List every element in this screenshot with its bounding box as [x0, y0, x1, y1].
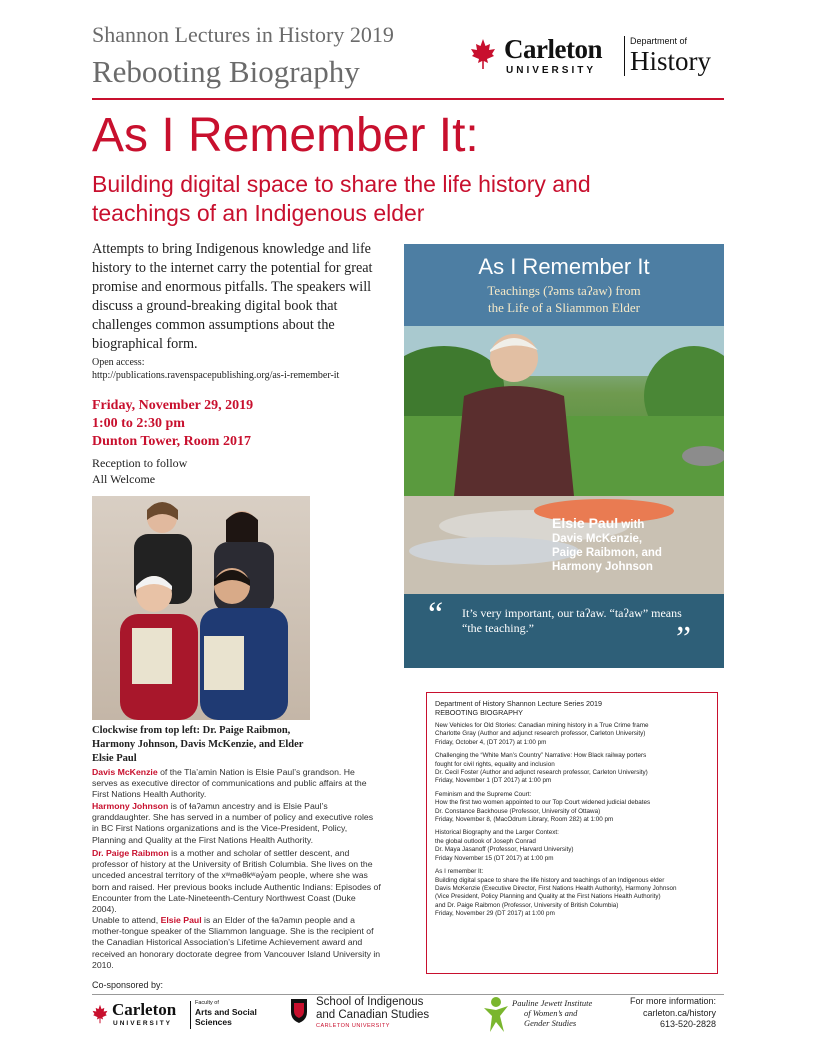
- lecture-title-cont: How the first two women appointed to our Top Court widened judicial debates: [435, 799, 651, 807]
- bio-harmony: [92, 801, 382, 846]
- intro-paragraph: Attempts to bring Indigenous knowledge and life history to the internet carry the potential for great promise and enormous pitfalls. The speakers will discuss a ground-breaking digital book that challenges common assumptions about the biographical form.: [92, 241, 373, 352]
- cover-coauthors-2: Paige Raibmon, and: [552, 547, 662, 559]
- logo-dept-name: History: [630, 46, 711, 76]
- logo-dept-label: Department of: [630, 36, 688, 46]
- series-theme: Rebooting Biography: [92, 54, 360, 89]
- welcome-text: All Welcome: [92, 472, 156, 486]
- bio-name: Dr. Paige Raibmon: [92, 848, 169, 858]
- maple-leaf-icon: [470, 38, 496, 70]
- footer-rule: [92, 994, 724, 995]
- lecture-speaker-cont: (Vice President, Policy Planning and Quality at the First Nations Health Authority): [435, 893, 661, 901]
- lecture-speaker: Dr. Cecil Foster (Author and adjunct research professor, Carleton University): [435, 769, 648, 777]
- pauline-line1: Pauline Jewett Institute: [512, 998, 593, 1008]
- bio-name: Harmony Johnson: [92, 801, 169, 811]
- lecture-item: [435, 752, 709, 786]
- lecture-title: Challenging the “White Man’s Country” Narrative: How Black railway porters: [435, 752, 647, 760]
- carleton-history-logo: [470, 34, 730, 82]
- shield-icon: [290, 998, 308, 1024]
- photo-caption: Clockwise from top left: Dr. Paige Raibmon, Harmony Johnson, Davis McKenzie, and Elder Elsie Paul: [92, 725, 304, 764]
- lecture-item: [435, 868, 709, 918]
- lecture-speaker-cont: and Dr. Paige Raibmon (Professor, University of British Columbia): [435, 901, 619, 909]
- open-access: [92, 356, 402, 382]
- lecture-title-cont: Building digital space to share the life history and teachings of an Indigenous elder: [435, 876, 665, 884]
- lecture-title: As I remember It:: [435, 868, 484, 876]
- lecture-date: Friday, November 1 (DT 2017) at 1:00 pm: [435, 777, 552, 785]
- sics-line1: School of Indigenous: [316, 996, 424, 1008]
- lecture-item: [435, 829, 709, 863]
- logo-university-text: UNIVERSITY: [506, 65, 597, 76]
- cover-coauthors-1: Davis McKenzie,: [552, 533, 643, 545]
- open-quote-icon: “: [428, 596, 444, 633]
- cover-subtitle: [404, 282, 724, 316]
- info-website[interactable]: carleton.ca/history: [642, 1007, 716, 1018]
- cosponsored-label: Co-sponsored by:: [92, 980, 164, 990]
- bio-name: Elsie Paul: [160, 915, 202, 925]
- cover-coauthors-3: Harmony Johnson: [552, 561, 653, 573]
- lecture-date: Friday, November 29 (DT 2017) at 1:00 pm: [435, 910, 555, 918]
- bio-paige: [92, 848, 382, 915]
- series-box-subheading: REBOOTING BIOGRAPHY: [435, 708, 523, 717]
- bio-text: of the Tla’amin Nation is Elsie Paul’s grandson. He serves as executive director of communications and public affairs at the First Nations Health Authority.: [92, 767, 367, 800]
- event-time: 1:00 to 2:30 pm: [92, 416, 185, 431]
- fass-logo: [92, 1000, 282, 1036]
- fass-faculty-of: Faculty of: [195, 1000, 219, 1006]
- lecture-speaker: Charlotte Gray (Author and adjunct research professor, Carleton University): [435, 730, 646, 738]
- reception-info: [92, 455, 187, 487]
- lecture-date: Friday, November 8, (MacOdrum Library, Room 282) at 1:00 pm: [435, 816, 614, 824]
- sics-line3: CARLETON UNIVERSITY: [316, 1023, 390, 1029]
- cover-authors: [552, 516, 722, 574]
- logo-divider: [624, 36, 625, 76]
- cover-title: As I Remember It: [478, 254, 650, 279]
- cover-quote-band: [404, 594, 724, 668]
- lecture-title: Feminism and the Supreme Court:: [435, 790, 532, 798]
- sics-line2: and Canadian Studies: [316, 1009, 430, 1021]
- figure-icon: [482, 996, 510, 1034]
- event-details: [92, 397, 253, 451]
- speakers-illustration: [92, 496, 310, 720]
- lecture-series-box: [426, 692, 718, 974]
- sics-logo: [290, 996, 470, 1036]
- lecture-speaker: Dr. Maya Jasanoff (Professor, Harvard University): [435, 846, 574, 854]
- pauline-line2: of Women’s and: [524, 1008, 578, 1018]
- open-access-url[interactable]: http://publications.ravenspacepublishing.org/as-i-remember-it: [92, 370, 340, 381]
- lecture-speaker: Davis McKenzie (Executive Director, First Nations Health Authority), Harmony Johnson: [435, 884, 677, 892]
- close-quote-icon: ”: [676, 620, 692, 657]
- lecture-item: [435, 722, 709, 747]
- lecture-title-cont: fought for civil rights, equality and inclusion: [435, 760, 555, 768]
- fass-divider: [190, 1001, 191, 1029]
- lecture-date: Friday, October 4, (DT 2017) at 1:00 pm: [435, 738, 547, 746]
- pauline-line3: Gender Studies: [524, 1018, 577, 1028]
- event-location: Dunton Tower, Room 2017: [92, 434, 251, 449]
- bio-elsie: [92, 915, 382, 971]
- bio-prefix: Unable to attend,: [92, 915, 161, 925]
- speakers-photo: [92, 496, 310, 720]
- info-label: For more information:: [629, 996, 716, 1006]
- book-cover: [404, 244, 724, 668]
- cover-author-main: Elsie Paul: [552, 515, 619, 531]
- lecture-speaker: Dr. Constance Backhouse (Professor, University of Ottawa): [435, 807, 601, 815]
- fass-university-text: UNIVERSITY: [113, 1020, 173, 1027]
- cover-title-band: [404, 244, 724, 326]
- bio-name: Davis McKenzie: [92, 767, 158, 777]
- info-phone: 613-520-2828: [659, 1019, 716, 1029]
- open-access-label: Open access:: [92, 357, 145, 368]
- maple-leaf-icon: [92, 1004, 108, 1024]
- cover-author-with: with: [618, 519, 645, 531]
- lecture-item: [435, 791, 709, 825]
- cover-quote: It’s very important, our taʔaw. “taʔaw” means “the teaching.”: [462, 606, 682, 635]
- bio-text: is a mother and scholar of settler descent, and professor of history at the University of British Columbia. She lives on the unceded ancestral territory of the xʷməθkʷəy̓əm people, where she was born and raised. Her previous books include Authentic Indians: Episodes of Encounter from the Late-Nineteenth-Century Northwest Coast (Duke 2004).: [92, 848, 381, 915]
- reception-text: Reception to follow: [92, 456, 188, 470]
- lecture-title-cont: the global outlook of Joseph Conrad: [435, 837, 536, 845]
- pauline-jewett-logo: [482, 996, 612, 1040]
- event-date: Friday, November 29, 2019: [92, 398, 254, 413]
- contact-info: [600, 996, 716, 1031]
- bio-text: is an Elder of the ɬaʔamɩn people and a mother-tongue speaker of the Sliammon language. She is the recipient of the Canadian Historical Association’s Lifetime Achievement award and received an honorary doctorate degree from Vancouver Island University in 2010.: [92, 915, 381, 970]
- lecture-date: Friday November 15 (DT 2017) at 1:00 pm: [435, 854, 554, 862]
- page-title: As I Remember It:: [92, 109, 479, 162]
- bio-davis: [92, 767, 382, 801]
- fass-carleton-text: Carleton: [112, 1000, 177, 1019]
- cover-subtitle-line1: Teachings (ʔəms taʔaw) from: [487, 283, 641, 298]
- header-rule: [92, 98, 724, 100]
- series-title: Shannon Lectures in History 2019: [92, 22, 394, 47]
- fass-faculty-name: Arts and Social Sciences: [195, 1007, 257, 1027]
- lecture-title: Historical Biography and the Larger Context:: [435, 829, 559, 837]
- cover-subtitle-line2: the Life of a Sliammon Elder: [488, 300, 640, 315]
- lecture-title: New Vehicles for Old Stories: Canadian mining history in a True Crime frame: [435, 722, 649, 729]
- logo-carleton-text: Carleton: [504, 34, 602, 64]
- page-subtitle: Building digital space to share the life history and teachings of an Indigenous elder: [92, 171, 591, 226]
- bio-text: is of ɬaʔamɩn ancestry and is Elsie Paul’s granddaughter. She has served in a number of policy and executive roles in BC First Nations organizations and is the Vice-President, Policy, Planning and Quality at the First Nations Health Authority.: [92, 801, 374, 845]
- series-box-heading: Department of History Shannon Lecture Series 2019: [435, 699, 603, 708]
